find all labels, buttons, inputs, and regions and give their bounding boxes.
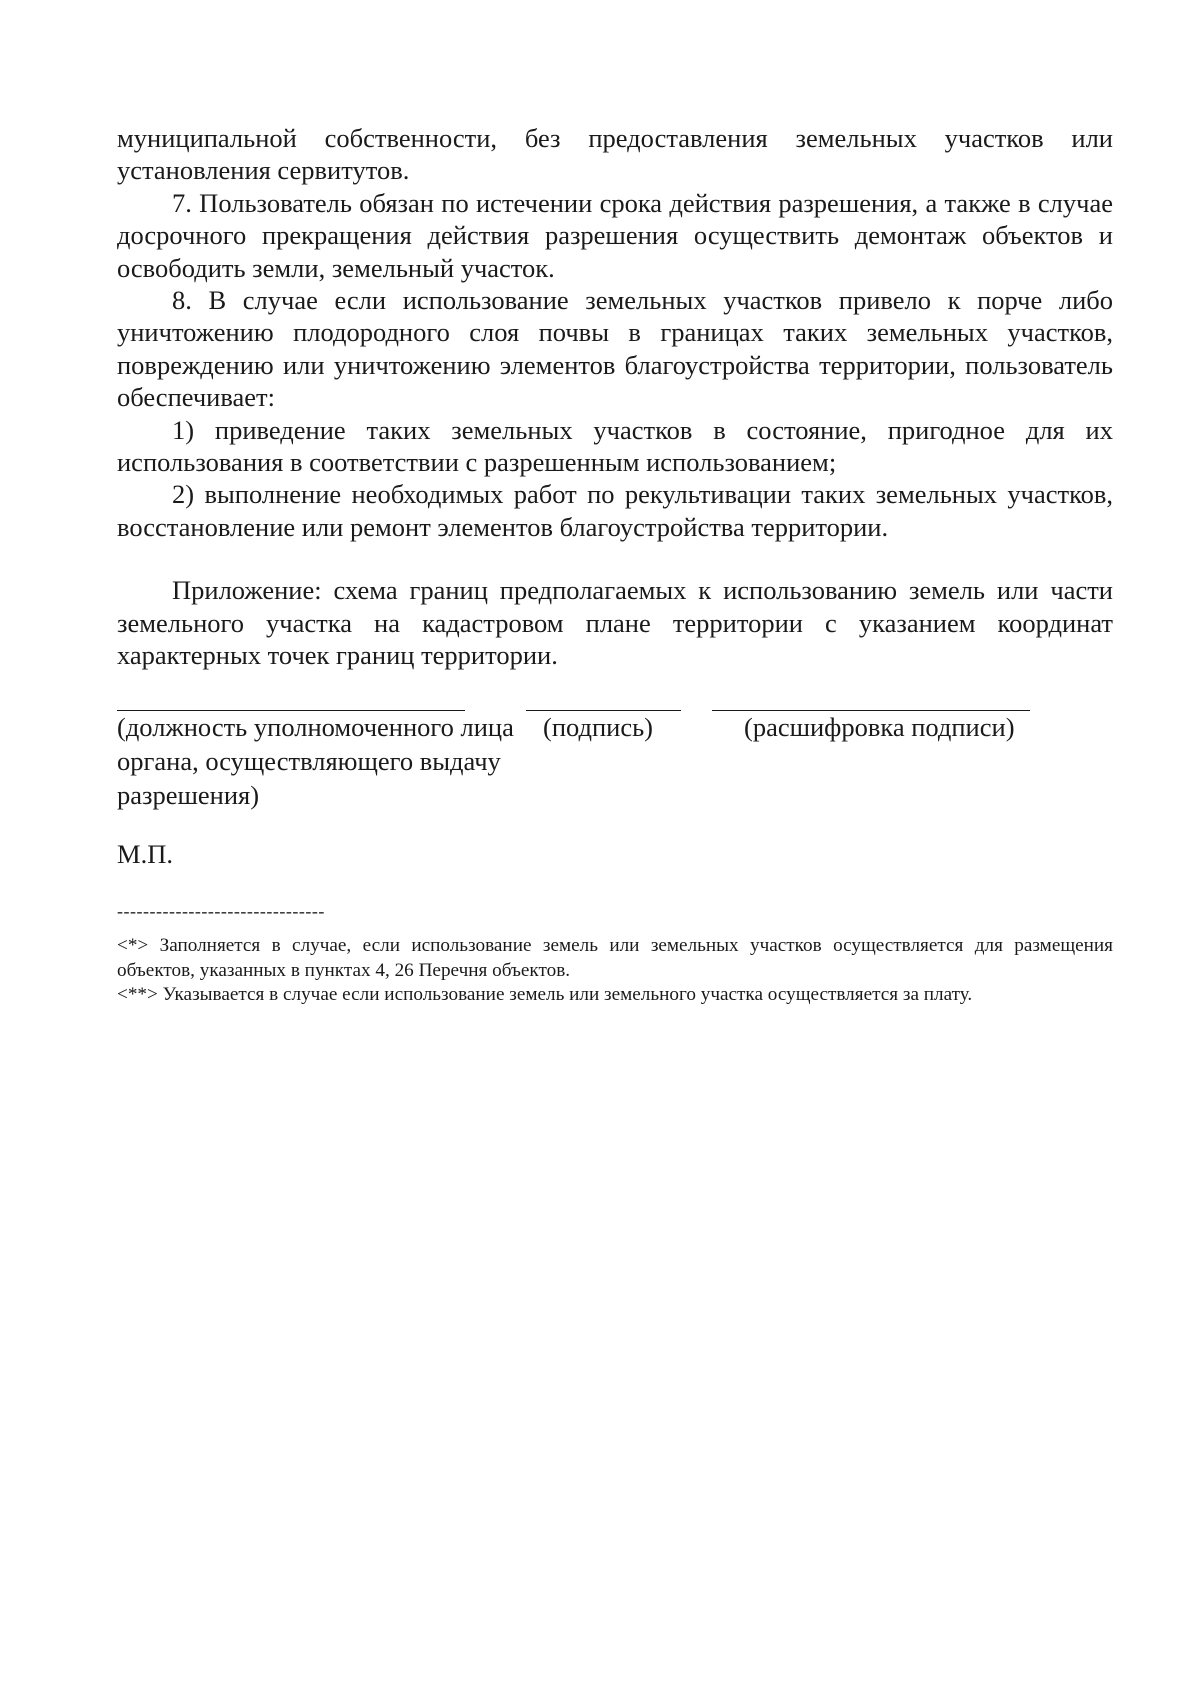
document-body — [117, 122, 1113, 672]
footnote-1: <*> Заполняется в случае, если использование земель или земельных участков осуществляется для размещения объектов, указанных в пунктах 4, 26 Перечня объектов. — [117, 935, 1113, 981]
stamp-place: М.П. — [117, 839, 173, 869]
paragraph-8-item-1: 1) приведение таких земельных участков в состояние, пригодное для их использования в соответствии с разрешенным использованием; — [117, 414, 1113, 478]
paragraph-8: 8. В случае если использование земельных участков привело к порче либо уничтожению плодородного слоя почвы в границах таких земельных участков, повреждению или уничтожению элементов благоустройства территории, пользователь обеспечивает: — [117, 285, 1113, 413]
footnote-2: <**> Указывается в случае если использование земель или земельного участка осуществляется за плату. — [117, 984, 973, 1005]
decode-label: (расшифровка подписи) — [744, 712, 1015, 742]
footnotes — [117, 934, 1113, 1008]
footnote-separator: -------------------------------- — [117, 901, 325, 921]
paragraph-continuation: муниципальной собственности, без предоставления земельных участков или установления сервитутов. — [117, 123, 1113, 186]
appendix-note: Приложение: схема границ предполагаемых к использованию земель или части земельного участка на кадастровом плане территории с указанием координат характерных точек границ территории. — [117, 575, 1113, 671]
paragraph-8-item-2: 2) выполнение необходимых работ по рекультивации таких земельных участков, восстановление или ремонт элементов благоустройства территории. — [117, 479, 1113, 542]
position-label: (должность уполномоченного лица органа, осуществляющего выдачу разрешения) — [117, 712, 514, 810]
paragraph-7: 7. Пользователь обязан по истечении срока действия разрешения, а также в случае досрочного прекращения действия разрешения осуществить демонтаж объектов и освободить земли, земельный участок. — [117, 187, 1113, 283]
sign-label: (подпись) — [543, 712, 654, 742]
